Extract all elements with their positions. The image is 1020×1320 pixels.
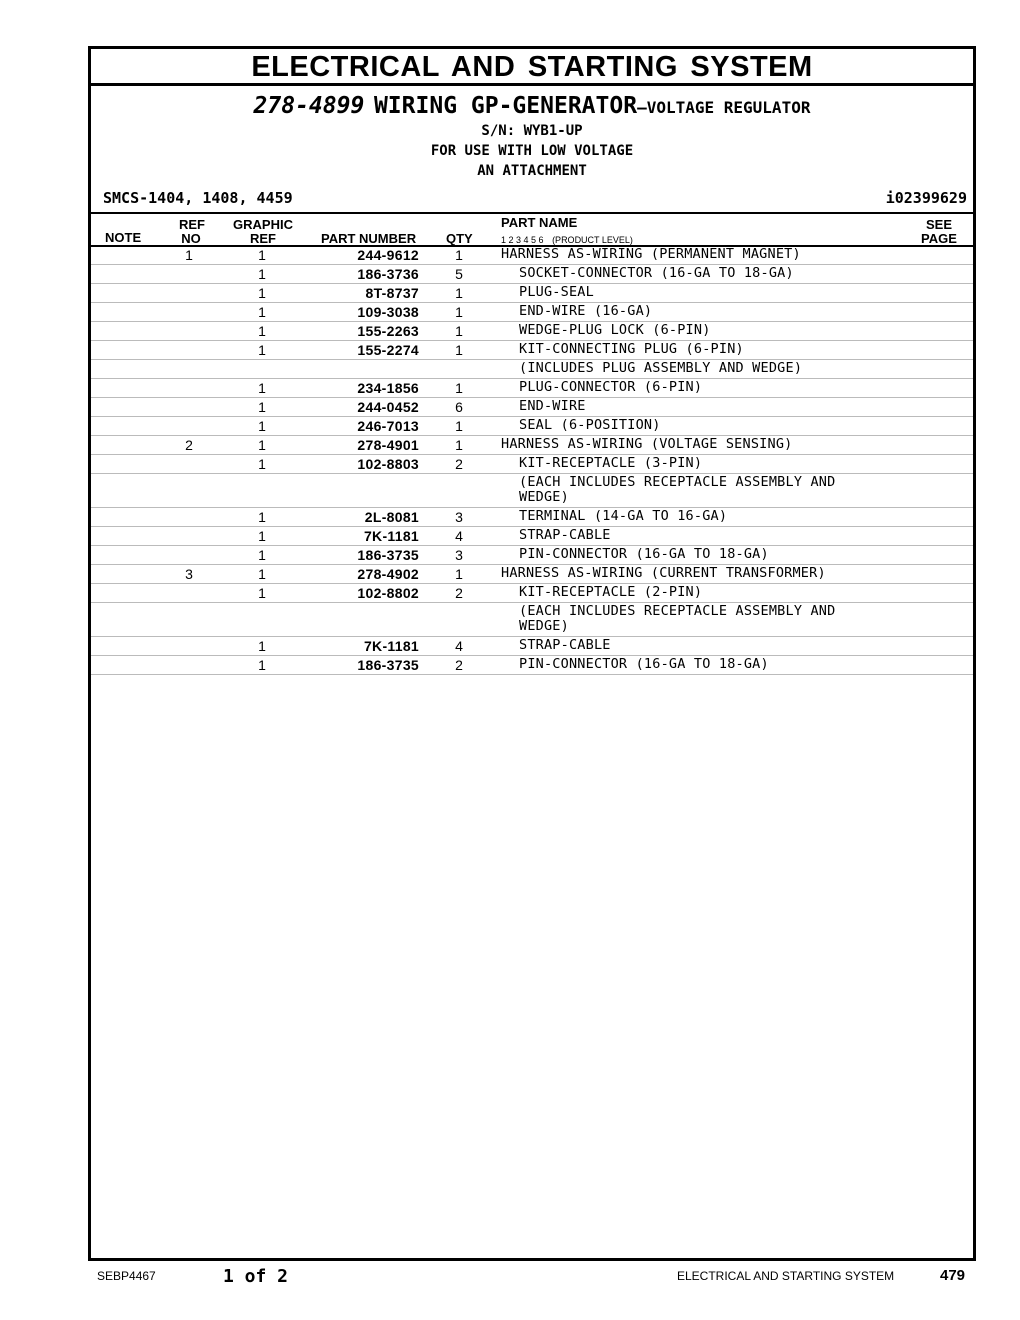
part-number-cell[interactable]: 102-8803 — [357, 456, 419, 472]
graphic-ref-cell: 1 — [258, 399, 266, 415]
part-name-cell: SOCKET-CONNECTOR (16-GA TO 18-GA) — [519, 265, 794, 281]
qty-cell: 1 — [455, 437, 463, 453]
table-row — [91, 322, 973, 341]
qty-cell: 4 — [455, 638, 463, 654]
qty-cell: 1 — [455, 247, 463, 263]
graphic-ref-cell: 1 — [258, 323, 266, 339]
table-row — [91, 360, 973, 379]
qty-cell: 5 — [455, 266, 463, 282]
part-number-cell[interactable]: 8T-8737 — [365, 285, 419, 301]
part-name-cell: PIN-CONNECTOR (16-GA TO 18-GA) — [519, 546, 769, 562]
page-frame — [88, 46, 976, 1261]
part-number-cell[interactable]: 102-8802 — [357, 585, 419, 601]
graphic-ref-cell: 1 — [258, 456, 266, 472]
graphic-ref-cell: 1 — [258, 528, 266, 544]
part-number-cell[interactable]: 2L-8081 — [364, 509, 419, 525]
col-header-see-page-line1: SEE — [925, 217, 952, 232]
ref-no-cell: 1 — [185, 247, 193, 263]
col-header-ref-no-line2: NO — [181, 231, 201, 246]
table-row — [91, 656, 973, 675]
qty-cell: 1 — [455, 380, 463, 396]
part-name-cell: (EACH INCLUDES RECEPTACLE ASSEMBLY AND WEDGE) — [519, 474, 844, 505]
part-name-cell: END-WIRE — [519, 398, 586, 414]
table-row — [91, 455, 973, 474]
footer-page-of: 1 of 2 — [223, 1266, 289, 1287]
qty-cell: 1 — [455, 323, 463, 339]
qty-cell: 1 — [455, 342, 463, 358]
group-name: WIRING GP-GENERATOR — [373, 93, 638, 119]
part-name-cell: STRAP-CABLE — [519, 637, 611, 653]
header-rule — [91, 212, 973, 214]
part-name-cell: END-WIRE (16-GA) — [519, 303, 653, 319]
col-header-ref-no-line1: REF — [179, 217, 205, 232]
footer-page-number: 479 — [940, 1267, 966, 1284]
part-number-cell[interactable]: 186-3735 — [357, 657, 419, 673]
table-row — [91, 284, 973, 303]
part-number-cell[interactable]: 278-4901 — [357, 437, 419, 453]
col-header-part-number: PART NUMBER — [321, 231, 417, 246]
group-part-number[interactable]: 278-4899 — [253, 93, 365, 119]
part-number-cell[interactable]: 155-2274 — [357, 342, 419, 358]
qty-cell: 2 — [455, 657, 463, 673]
graphic-ref-cell: 1 — [258, 547, 266, 563]
graphic-ref-cell: 1 — [258, 657, 266, 673]
graphic-ref-cell: 1 — [258, 638, 266, 654]
group-name-suffix: VOLTAGE REGULATOR — [646, 98, 811, 117]
table-row — [91, 303, 973, 322]
table-row — [91, 246, 973, 265]
qty-cell: 4 — [455, 528, 463, 544]
part-name-cell: KIT-CONNECTING PLUG (6-PIN) — [519, 341, 744, 357]
graphic-ref-cell: 1 — [258, 380, 266, 396]
col-header-see-page — [921, 218, 957, 246]
part-name-cell: SEAL (6-POSITION) — [519, 417, 661, 433]
qty-cell: 1 — [455, 304, 463, 320]
table-row — [91, 398, 973, 417]
col-header-ref-no — [179, 218, 203, 246]
part-name-cell: KIT-RECEPTACLE (3-PIN) — [519, 455, 703, 471]
part-name-cell: PLUG-CONNECTOR (6-PIN) — [519, 379, 703, 395]
graphic-ref-cell: 1 — [258, 247, 266, 263]
part-number-cell[interactable]: 109-3038 — [357, 304, 419, 320]
part-number-cell[interactable]: 155-2263 — [357, 323, 419, 339]
graphic-ref-cell: 1 — [258, 285, 266, 301]
parts-list — [91, 246, 973, 675]
usage-note-2: AN ATTACHMENT — [477, 163, 587, 179]
table-row — [91, 603, 973, 637]
part-number-cell[interactable]: 186-3736 — [357, 266, 419, 282]
table-row — [91, 265, 973, 284]
part-name-cell: (INCLUDES PLUG ASSEMBLY AND WEDGE) — [519, 360, 803, 376]
part-number-cell[interactable]: 244-9612 — [357, 247, 419, 263]
qty-cell: 1 — [455, 566, 463, 582]
part-number-cell[interactable]: 234-1856 — [357, 380, 419, 396]
col-header-graphic-ref-line2: REF — [250, 231, 276, 246]
col-header-note: NOTE — [105, 230, 142, 245]
smcs-codes: SMCS-1404, 1408, 4459 — [103, 189, 293, 207]
part-number-cell[interactable]: 186-3735 — [357, 547, 419, 563]
table-row — [91, 527, 973, 546]
usage-note-1: FOR USE WITH LOW VOLTAGE — [430, 143, 634, 159]
part-name-cell: HARNESS AS-WIRING (VOLTAGE SENSING) — [501, 436, 793, 452]
table-row — [91, 417, 973, 436]
col-header-see-page-line2: PAGE — [921, 231, 957, 246]
qty-cell: 3 — [455, 509, 463, 525]
col-header-qty: QTY — [446, 231, 473, 246]
qty-cell: 3 — [455, 547, 463, 563]
part-name-cell: PLUG-SEAL — [519, 284, 594, 300]
table-row — [91, 436, 973, 455]
col-header-graphic-ref — [231, 218, 295, 246]
col-header-product-levels — [501, 235, 633, 245]
graphic-ref-cell: 1 — [258, 418, 266, 434]
graphic-ref-cell: 1 — [258, 437, 266, 453]
footer-section-name: ELECTRICAL AND STARTING SYSTEM — [677, 1269, 895, 1283]
qty-cell: 2 — [455, 456, 463, 472]
graphic-ref-cell: 1 — [258, 566, 266, 582]
graphic-ref-cell: 1 — [258, 342, 266, 358]
graphic-ref-cell: 1 — [258, 509, 266, 525]
table-row — [91, 546, 973, 565]
part-name-cell: (EACH INCLUDES RECEPTACLE ASSEMBLY AND WEDGE) — [519, 603, 844, 634]
part-name-cell: KIT-RECEPTACLE (2-PIN) — [519, 584, 703, 600]
qty-cell: 1 — [455, 285, 463, 301]
group-heading — [91, 93, 973, 119]
qty-cell: 2 — [455, 585, 463, 601]
product-level-label: (PRODUCT LEVEL) — [552, 235, 633, 245]
table-row — [91, 637, 973, 656]
table-row — [91, 565, 973, 584]
qty-cell: 1 — [455, 418, 463, 434]
graphic-ref-cell: 1 — [258, 585, 266, 601]
col-header-part-name: PART NAME — [501, 215, 578, 230]
part-name-cell: STRAP-CABLE — [519, 527, 611, 543]
part-number-cell[interactable]: 246-7013 — [357, 418, 419, 434]
table-row — [91, 341, 973, 360]
part-number-cell[interactable]: 7K-1181 — [363, 638, 419, 654]
table-row — [91, 584, 973, 603]
graphic-ref-cell: 1 — [258, 266, 266, 282]
col-header-graphic-ref-line1: GRAPHIC — [233, 217, 293, 232]
qty-cell: 6 — [455, 399, 463, 415]
page-title: ELECTRICAL AND STARTING SYSTEM — [91, 49, 973, 86]
graphic-ref-cell: 1 — [258, 304, 266, 320]
part-number-cell[interactable]: 278-4902 — [357, 566, 419, 582]
illustration-id: i02399629 — [885, 189, 967, 207]
part-number-cell[interactable]: 7K-1181 — [363, 528, 419, 544]
part-number-cell[interactable]: 244-0452 — [357, 399, 419, 415]
group-dash: — — [637, 98, 647, 117]
part-name-cell: PIN-CONNECTOR (16-GA TO 18-GA) — [519, 656, 769, 672]
part-name-cell: HARNESS AS-WIRING (CURRENT TRANSFORMER) — [501, 565, 826, 581]
table-row — [91, 379, 973, 398]
serial-range: S/N: WYB1-UP — [481, 123, 583, 139]
part-name-cell: HARNESS AS-WIRING (PERMANENT MAGNET) — [501, 246, 801, 262]
table-row — [91, 474, 973, 508]
part-name-cell: TERMINAL (14-GA TO 16-GA) — [519, 508, 728, 524]
product-level-numbers: 1 2 3 4 5 6 — [501, 235, 544, 245]
footer-doc-id: SEBP4467 — [97, 1269, 156, 1283]
part-name-cell: WEDGE-PLUG LOCK (6-PIN) — [519, 322, 711, 338]
ref-no-cell: 2 — [185, 437, 193, 453]
ref-no-cell: 3 — [185, 566, 193, 582]
table-row — [91, 508, 973, 527]
